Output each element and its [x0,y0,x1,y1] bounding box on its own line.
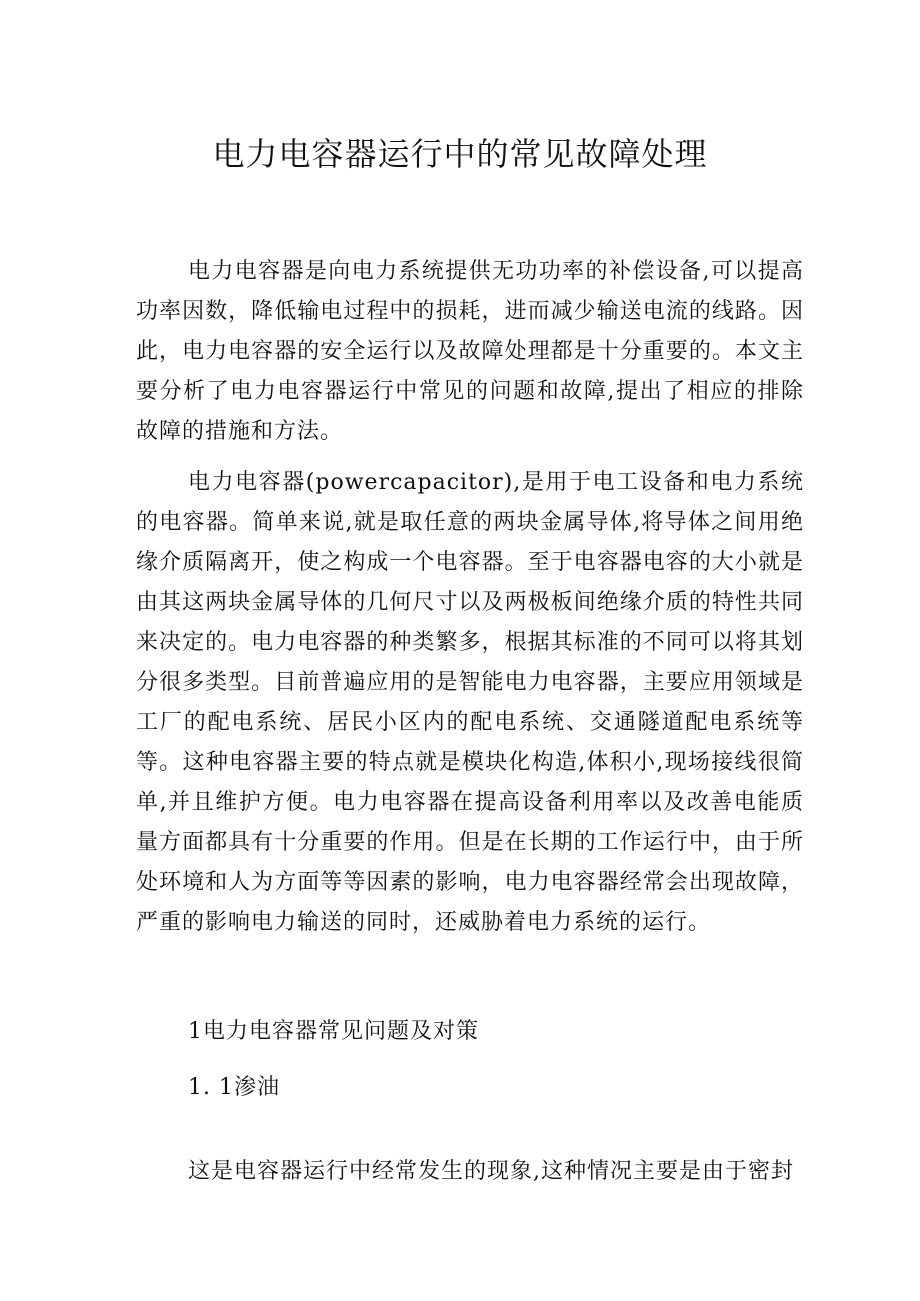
subsection-heading: 1. 1渗油 [188,1075,280,1100]
paragraph-oil-leak: 这是电容器运行中经常发生的现象,这种情况主要是由于密封 [188,1159,794,1184]
paragraph-definition: 电力电容器(powercapacitor),是用于电工设备和电力系统的电容器。简单来说,就是取任意的两块金属导体,将导体之间用绝缘介质隔离开，使之构成一个电容器。至于电容器电容的大小就是由其这两块金属导体的几何尺寸以及两极板间绝缘介质的特性共同来决定的。电力电容器的种类繁多，根据其标准的不同可以将其划分很多类型。目前普遍应用的是智能电力电容器，主要应用领域是工厂的配电系统、居民小区内的配电系统、交通隧道配电系统等等。这种电容器主要的特点就是模块化构造,体积小,现场接线很简单,并且维护方便。电力电容器在提高设备利用率以及改善电能质量方面都具有十分重要的作用。但是在长期的工作运行中，由于所处环境和人为方面等等因素的影响，电力电容器经常会出现故障，严重的影响电力输送的同时，还威胁着电力系统的运行。 [136,470,804,935]
paragraph-intro: 电力电容器是向电力系统提供无功功率的补偿设备,可以提高功率因数，降低输电过程中的损耗，进而减少输送电流的线路。因此，电力电容器的安全运行以及故障处理都是十分重要的。本文主要分析了电力电容器运行中常见的问题和故障,提出了相应的排除故障的措施和方法。 [136,259,804,444]
section-heading: 1电力电容器常见问题及对策 [188,1019,479,1044]
document-title: 电力电容器运行中的常见故障处理 [212,135,708,173]
